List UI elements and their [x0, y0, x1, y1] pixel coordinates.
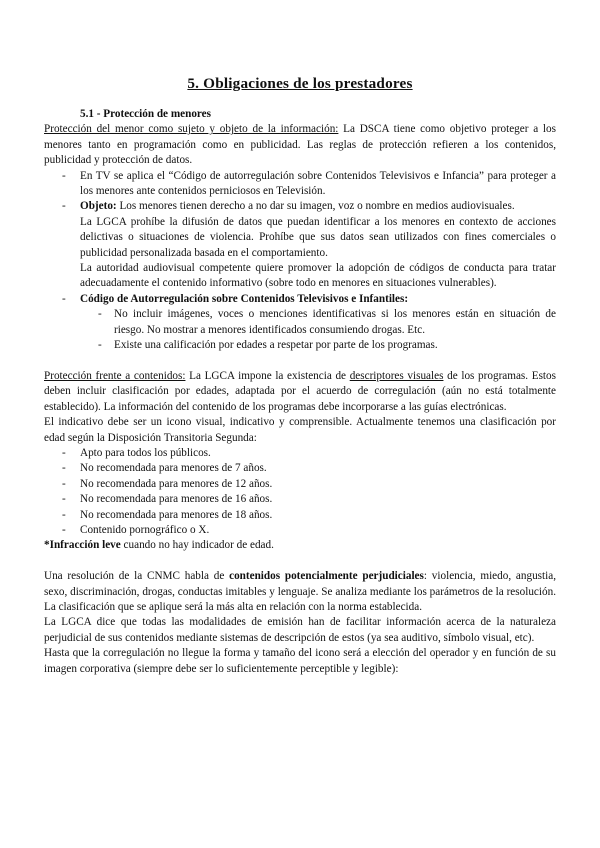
- objeto-paragraph-1: La LGCA prohíbe la difusión de datos que puedan identificar a los menores en contexto de acciones delictivas o situaciones de violencia. Prohíbe que sus datos sean utilizados con fines comerciales o publicidad personalizada basada en el comportamiento.: [80, 215, 556, 259]
- contenidos-label: Protección frente a contenidos:: [44, 369, 186, 382]
- dash-marker: -: [62, 292, 66, 305]
- dash-marker: -: [62, 508, 66, 521]
- list-item-objeto: [44, 199, 556, 214]
- objeto-paragraph-2: La autoridad audiovisual competente quiere promover la adopción de códigos de conducta para tratar adecuadamente el contenido informativo (sobre todo en menores en situaciones vulnerables).: [80, 262, 556, 290]
- descriptores-link: descriptores visuales: [349, 369, 444, 382]
- rating-item: [44, 492, 556, 507]
- dash-marker: -: [98, 339, 102, 352]
- objeto-label: Objeto:: [80, 200, 117, 213]
- rating-item: [44, 446, 556, 461]
- sub-item-text: No incluir imágenes, voces o menciones identificativas si los menores están en situación de riesgo. No mostrar a menores identificados consumiendo drogas. Etc.: [114, 308, 556, 336]
- rating-text: No recomendada para menores de 16 años.: [80, 493, 273, 506]
- page-title: 5. Obligaciones de los prestadores: [187, 75, 413, 92]
- rating-item: [44, 477, 556, 492]
- section-heading: 5.1 - Protección de menores: [80, 108, 212, 120]
- contenidos-paragraph: [44, 369, 556, 415]
- cnmc-text: Una resolución de la CNMC habla de: [44, 570, 230, 583]
- spacer: [44, 354, 556, 369]
- dash-marker: -: [98, 308, 102, 321]
- corregulacion-paragraph: Hasta que la corregulación no llegue la forma y tamaño del icono será a elección del operador y en función de su imagen corporativa (siempre debe ser lo suficientemente perceptible y legible):: [44, 647, 556, 675]
- codigo-label: Código de Autorregulación sobre Contenidos Televisivos e Infantiles:: [80, 292, 409, 305]
- dash-marker: -: [62, 477, 66, 490]
- rating-item: [44, 461, 556, 476]
- sub-item-text: Existe una calificación por edades a respetar por parte de los programas.: [114, 339, 438, 352]
- list-item-codigo: [44, 292, 556, 307]
- contenidos-text: de los programas. Estos deben incluir clasificación por edades, adaptada por el acuerdo de corregulación (aún no está totalmente establecido). La información del contenido de los programas debe incorporarse a las guías electrónicas.: [44, 369, 556, 413]
- sub-item: [44, 307, 556, 338]
- section-protection-minors: [44, 107, 556, 677]
- dash-marker: -: [62, 200, 66, 213]
- rating-item: [44, 508, 556, 523]
- infraccion-note: [44, 538, 556, 553]
- sub-item: [44, 338, 556, 353]
- cnmc-paragraph: [44, 569, 556, 615]
- dash-marker: -: [62, 462, 66, 475]
- infraccion-text: cuando no hay indicador de edad.: [120, 539, 274, 552]
- cnmc-text: : violencia, miedo, angustia, sexo, discriminación, drogas, conductas imitables y lenguaje. Se analiza mediante los parámetros de la resolución. La clasificación que se aplique será la más alta en relación con la norma establecida.: [44, 570, 556, 613]
- dash-marker: -: [62, 169, 66, 182]
- rating-text: No recomendada para menores de 12 años.: [80, 477, 273, 490]
- dash-marker: -: [62, 446, 66, 459]
- dash-marker: -: [62, 523, 66, 536]
- contenidos-text: La LGCA impone la existencia de: [185, 369, 350, 382]
- cnmc-bold: contenidos potencialmente perjudiciales: [229, 570, 424, 583]
- rating-item: [44, 523, 556, 538]
- infraccion-label: *Infracción leve: [44, 539, 121, 552]
- tv-text: En TV se aplica el “Código de autorregulación sobre Contenidos Televisivos e Infancia” para proteger a los menores ante contenidos perniciosos en Televisión.: [80, 169, 556, 198]
- indicativo-paragraph: El indicativo debe ser un icono visual, indicativo y comprensible. Actualmente tenemos una clasificación por edad según la Disposición Transitoria Segunda:: [44, 416, 556, 444]
- rating-text: Contenido pornográfico o X.: [80, 523, 210, 536]
- intro-label: Protección del menor como sujeto y objeto de la información:: [44, 123, 339, 136]
- list-item-tv: [44, 169, 556, 200]
- intro-text: La DSCA tiene como objetivo proteger a los menores tanto en programación como en publicidad. Las reglas de protección refieren a los contenidos, publicidad y protección de datos.: [44, 123, 556, 167]
- rating-text: No recomendada para menores de 18 años.: [80, 508, 273, 521]
- spacer: [44, 554, 556, 569]
- rating-text: No recomendada para menores de 7 años.: [80, 462, 267, 475]
- objeto-text: Los menores tienen derecho a no dar su imagen, voz o nombre en medios audiovisuales.: [116, 200, 515, 213]
- lgca-paragraph: La LGCA dice que todas las modalidades de emisión han de facilitar información acerca de la naturaleza perjudicial de sus contenidos mediante sistemas de descripción de estos (ya sea auditivo, símbolo visual, etc).: [44, 616, 556, 644]
- rating-text: Apto para todos los públicos.: [80, 446, 211, 459]
- dash-marker: -: [62, 493, 66, 506]
- intro-paragraph: [44, 122, 556, 168]
